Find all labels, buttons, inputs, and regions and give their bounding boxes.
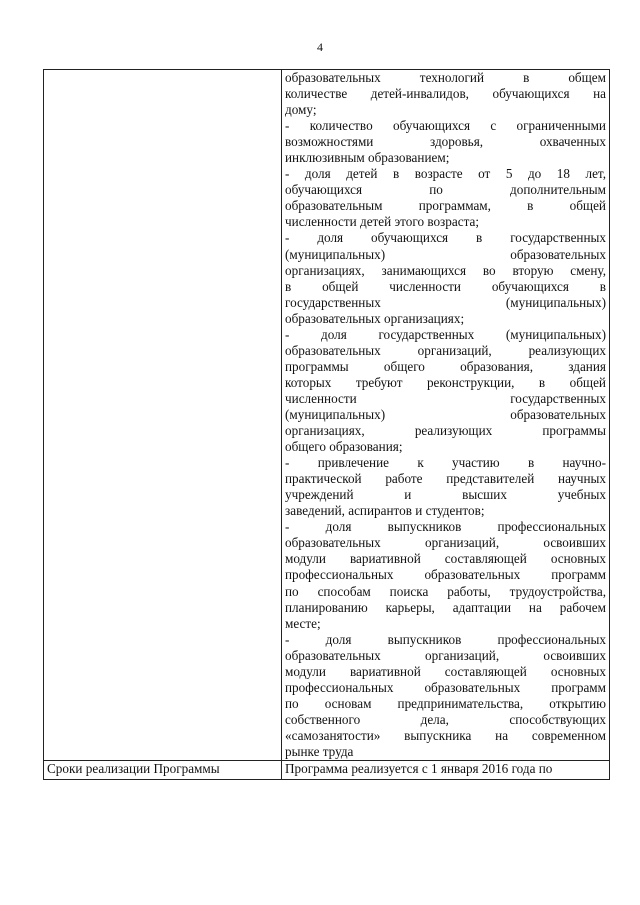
text-line: профессиональных образовательных программ bbox=[285, 679, 606, 695]
text-line: инклюзивным образованием; bbox=[285, 150, 450, 166]
text-line: учреждений и высших учебных bbox=[285, 487, 606, 503]
text-line: количестве детей-инвалидов, обучающихся на bbox=[285, 86, 606, 102]
text-line: модули вариативной составляющей основных bbox=[285, 551, 606, 567]
text-line: численности государственных bbox=[285, 390, 606, 406]
text-line: государственных (муниципальных) bbox=[285, 294, 606, 310]
text-line: профессиональных образовательных программ bbox=[285, 567, 606, 583]
text-line: планированию карьеры, адаптации на рабочем bbox=[285, 599, 606, 615]
text-line: образовательных технологий в общем bbox=[285, 70, 606, 85]
table-row-implementation-period bbox=[44, 761, 610, 780]
text-line: - доля выпускников профессиональных bbox=[285, 519, 606, 535]
text-line: в общей численности обучающихся в bbox=[285, 278, 606, 294]
text-line: дому; bbox=[285, 102, 317, 118]
implementation-period-value: Программа реализуется с 1 января 2016 года по bbox=[285, 761, 553, 777]
text-line: численности детей этого возраста; bbox=[285, 214, 480, 230]
text-line: по основам предпринимательства, открытию bbox=[285, 695, 606, 711]
text-line: обучающихся по дополнительным bbox=[285, 182, 606, 198]
text-line: образовательным программам, в общей bbox=[285, 198, 606, 214]
text-line: (муниципальных) образовательных bbox=[285, 246, 606, 262]
implementation-period-value-cell bbox=[282, 761, 610, 780]
text-line: образовательных организаций, реализующих bbox=[285, 342, 606, 358]
text-line: образовательных организациях; bbox=[285, 310, 465, 326]
text-line: собственного дела, способствующих bbox=[285, 711, 606, 727]
text-line: - доля государственных (муниципальных) bbox=[285, 326, 606, 342]
text-line: «самозанятости» выпускника на современном bbox=[285, 727, 606, 743]
row-label-cell bbox=[44, 70, 282, 761]
text-line: программы общего образования, здания bbox=[285, 358, 606, 374]
page-number: 4 bbox=[317, 40, 323, 54]
program-passport-table bbox=[43, 69, 610, 780]
indicators-cell bbox=[282, 70, 610, 761]
text-line: - количество обучающихся с ограниченными bbox=[285, 118, 606, 134]
text-line: образовательных организаций, освоивших bbox=[285, 647, 606, 663]
table-row-indicators bbox=[44, 70, 610, 761]
text-line: (муниципальных) образовательных bbox=[285, 406, 606, 422]
text-line: по способам поиска работы, трудоустройства, bbox=[285, 583, 606, 599]
text-line: возможностями здоровья, охваченных bbox=[285, 134, 606, 150]
text-line: организациях, занимающихся во вторую смену, bbox=[285, 262, 606, 278]
text-line: месте; bbox=[285, 615, 321, 631]
text-line: заведений, аспирантов и студентов; bbox=[285, 503, 485, 519]
indicators-text bbox=[285, 70, 606, 760]
text-line: - доля обучающихся в государственных bbox=[285, 230, 606, 246]
implementation-period-label-cell bbox=[44, 761, 282, 780]
text-line: модули вариативной составляющей основных bbox=[285, 663, 606, 679]
text-line: практической работе представителей научных bbox=[285, 471, 606, 487]
text-line: рынке труда bbox=[285, 743, 354, 759]
text-line: - привлечение к участию в научно- bbox=[285, 455, 606, 471]
implementation-period-label: Сроки реализации Программы bbox=[47, 761, 220, 777]
text-line: - доля детей в возрасте от 5 до 18 лет, bbox=[285, 166, 606, 182]
text-line: образовательных организаций, освоивших bbox=[285, 535, 606, 551]
text-line: организациях, реализующих программы bbox=[285, 423, 606, 439]
text-line: которых требуют реконструкции, в общей bbox=[285, 374, 606, 390]
text-line: - доля выпускников профессиональных bbox=[285, 631, 606, 647]
text-line: общего образования; bbox=[285, 439, 403, 455]
